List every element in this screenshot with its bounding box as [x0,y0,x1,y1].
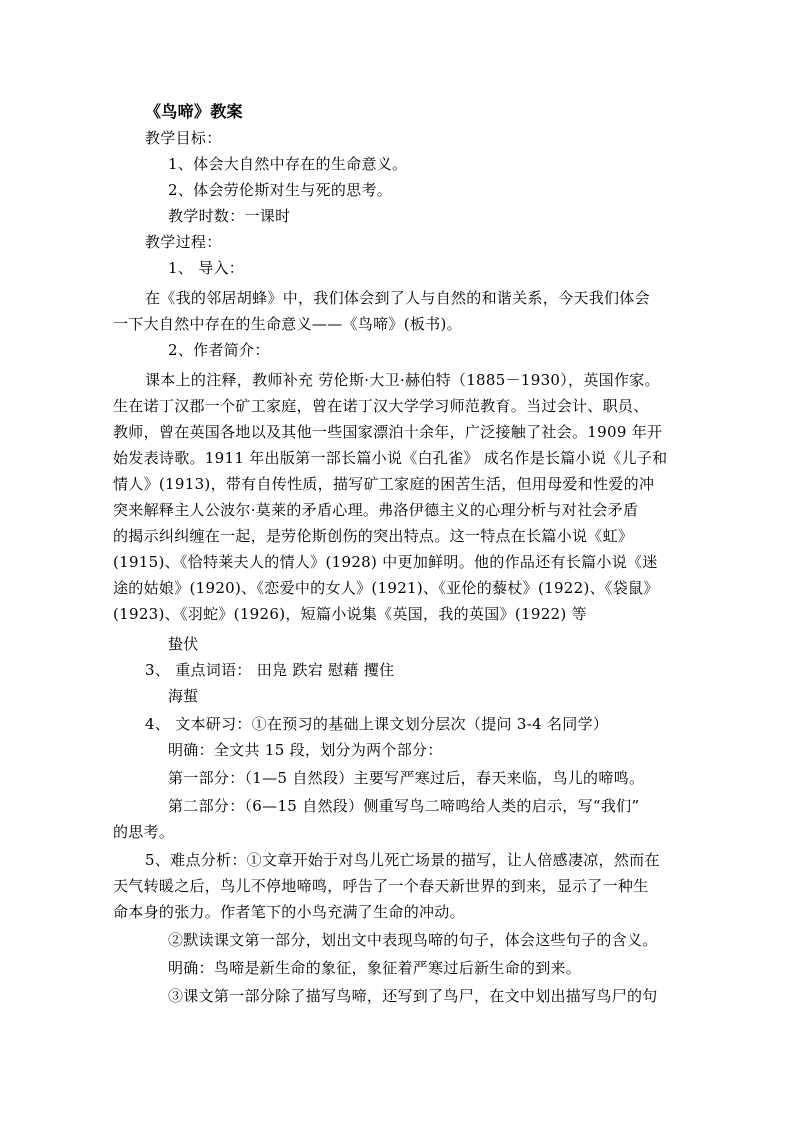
author-line: 突来解释主人公波尔·莫莱的矛盾心理。弗洛伊德主义的心理分析与对社会矛盾 [113,501,639,519]
step5-answer-2: 明确：鸟啼是新生命的象征，象征着严寒过后新生命的到来。 [168,959,582,977]
step3-heading: 3、 重点词语： 田凫 跌宕 慰藉 攫住 [145,661,395,679]
step5-question-2: ②默读课文第一部分，划出文中表现鸟啼的句子，体会这些句子的含义。 [168,931,658,949]
step5-question-3: ③课文第一部分除了描写鸟啼，还写到了鸟尸，在文中划出描写鸟尸的句 [168,987,658,1005]
author-line: 课本上的注释，教师补充 劳伦斯·大卫·赫伯特（1885－1930），英国作家。 [145,371,660,389]
author-line: 途的姑娘》(1920)、《恋爱中的女人》(1921)、《亚伦的藜杖》(1922)、《袋鼠》 [113,579,659,597]
part2-summary: 第二部分：（6—15 自然段）侧重写鸟二啼鸣给人类的启示，写“我们” [168,797,640,815]
step5-line: 5、难点分析：①文章开始于对鸟儿死亡场景的描写，让人倍感凄凉，然而在 [145,851,660,869]
goal-1: 1、体会大自然中存在的生命意义。 [168,155,408,173]
step4-line: 4、 文本研习：①在预习的基础上课文划分层次（提问 3-4 名同学） [145,715,609,733]
vocab-word-bottom: 海蜇 [168,687,199,705]
part1-summary: 第一部分：（1—5 自然段）主要写严寒过后，春天来临，鸟儿的啼鸣。 [168,769,645,787]
author-line: 生在诺丁汉郡一个矿工家庭，曾在诺丁汉大学学习师范教育。当过会计、职员、 [113,397,649,415]
step2-heading: 2、作者简介： [168,341,270,359]
goals-heading: 教学目标： [145,129,222,147]
intro-line: 一下大自然中存在的生命意义——《鸟啼》(板书)。 [113,315,462,333]
step4-answer: 明确：全文共 15 段，划分为两个部分： [168,741,443,759]
teaching-hours: 教学时数：一课时 [168,207,291,225]
author-line: (1923)、《羽蛇》(1926)，短篇小说集《英国，我的英国》(1922) 等 [113,605,587,623]
author-line: 始发表诗歌。1911 年出版第一部长篇小说《白孔雀》 成名作是长篇小说《儿子和 [113,449,668,467]
part2-summary-cont: 的思考。 [113,823,175,841]
intro-line: 在《我的邻居胡蜂》中，我们体会到了人与自然的和谐关系，今天我们体会 [145,289,650,307]
step1-heading: 1、 导入： [168,259,245,277]
author-line: 教师，曾在英国各地以及其他一些国家漂泊十余年，广泛接触了社会。1909 年开 [113,423,663,441]
step5-line: 命本身的张力。作者笔下的小鸟充满了生命的冲动。 [113,903,465,921]
process-heading: 教学过程： [145,233,222,251]
vocab-word-top: 蛰伏 [168,635,199,653]
author-line: 的揭示纠纠缠在一起，是劳伦斯创伤的突出特点。这一特点在长篇小说《虹》 [113,527,634,545]
author-line: 情人》(1913)，带有自传性质，描写矿工家庭的困苦生活，但用母爱和性爱的冲 [113,475,655,493]
document-title: 《鸟啼》教案 [145,102,243,121]
step5-line: 天气转暖之后，鸟儿不停地啼鸣，呼告了一个春天新世界的到来，显示了一种生 [113,877,649,895]
goal-2: 2、体会劳伦斯对生与死的思考。 [168,181,393,199]
author-line: (1915)、《恰特莱夫人的情人》(1928) 中更加鲜明。他的作品还有长篇小说《迷 [113,553,658,571]
